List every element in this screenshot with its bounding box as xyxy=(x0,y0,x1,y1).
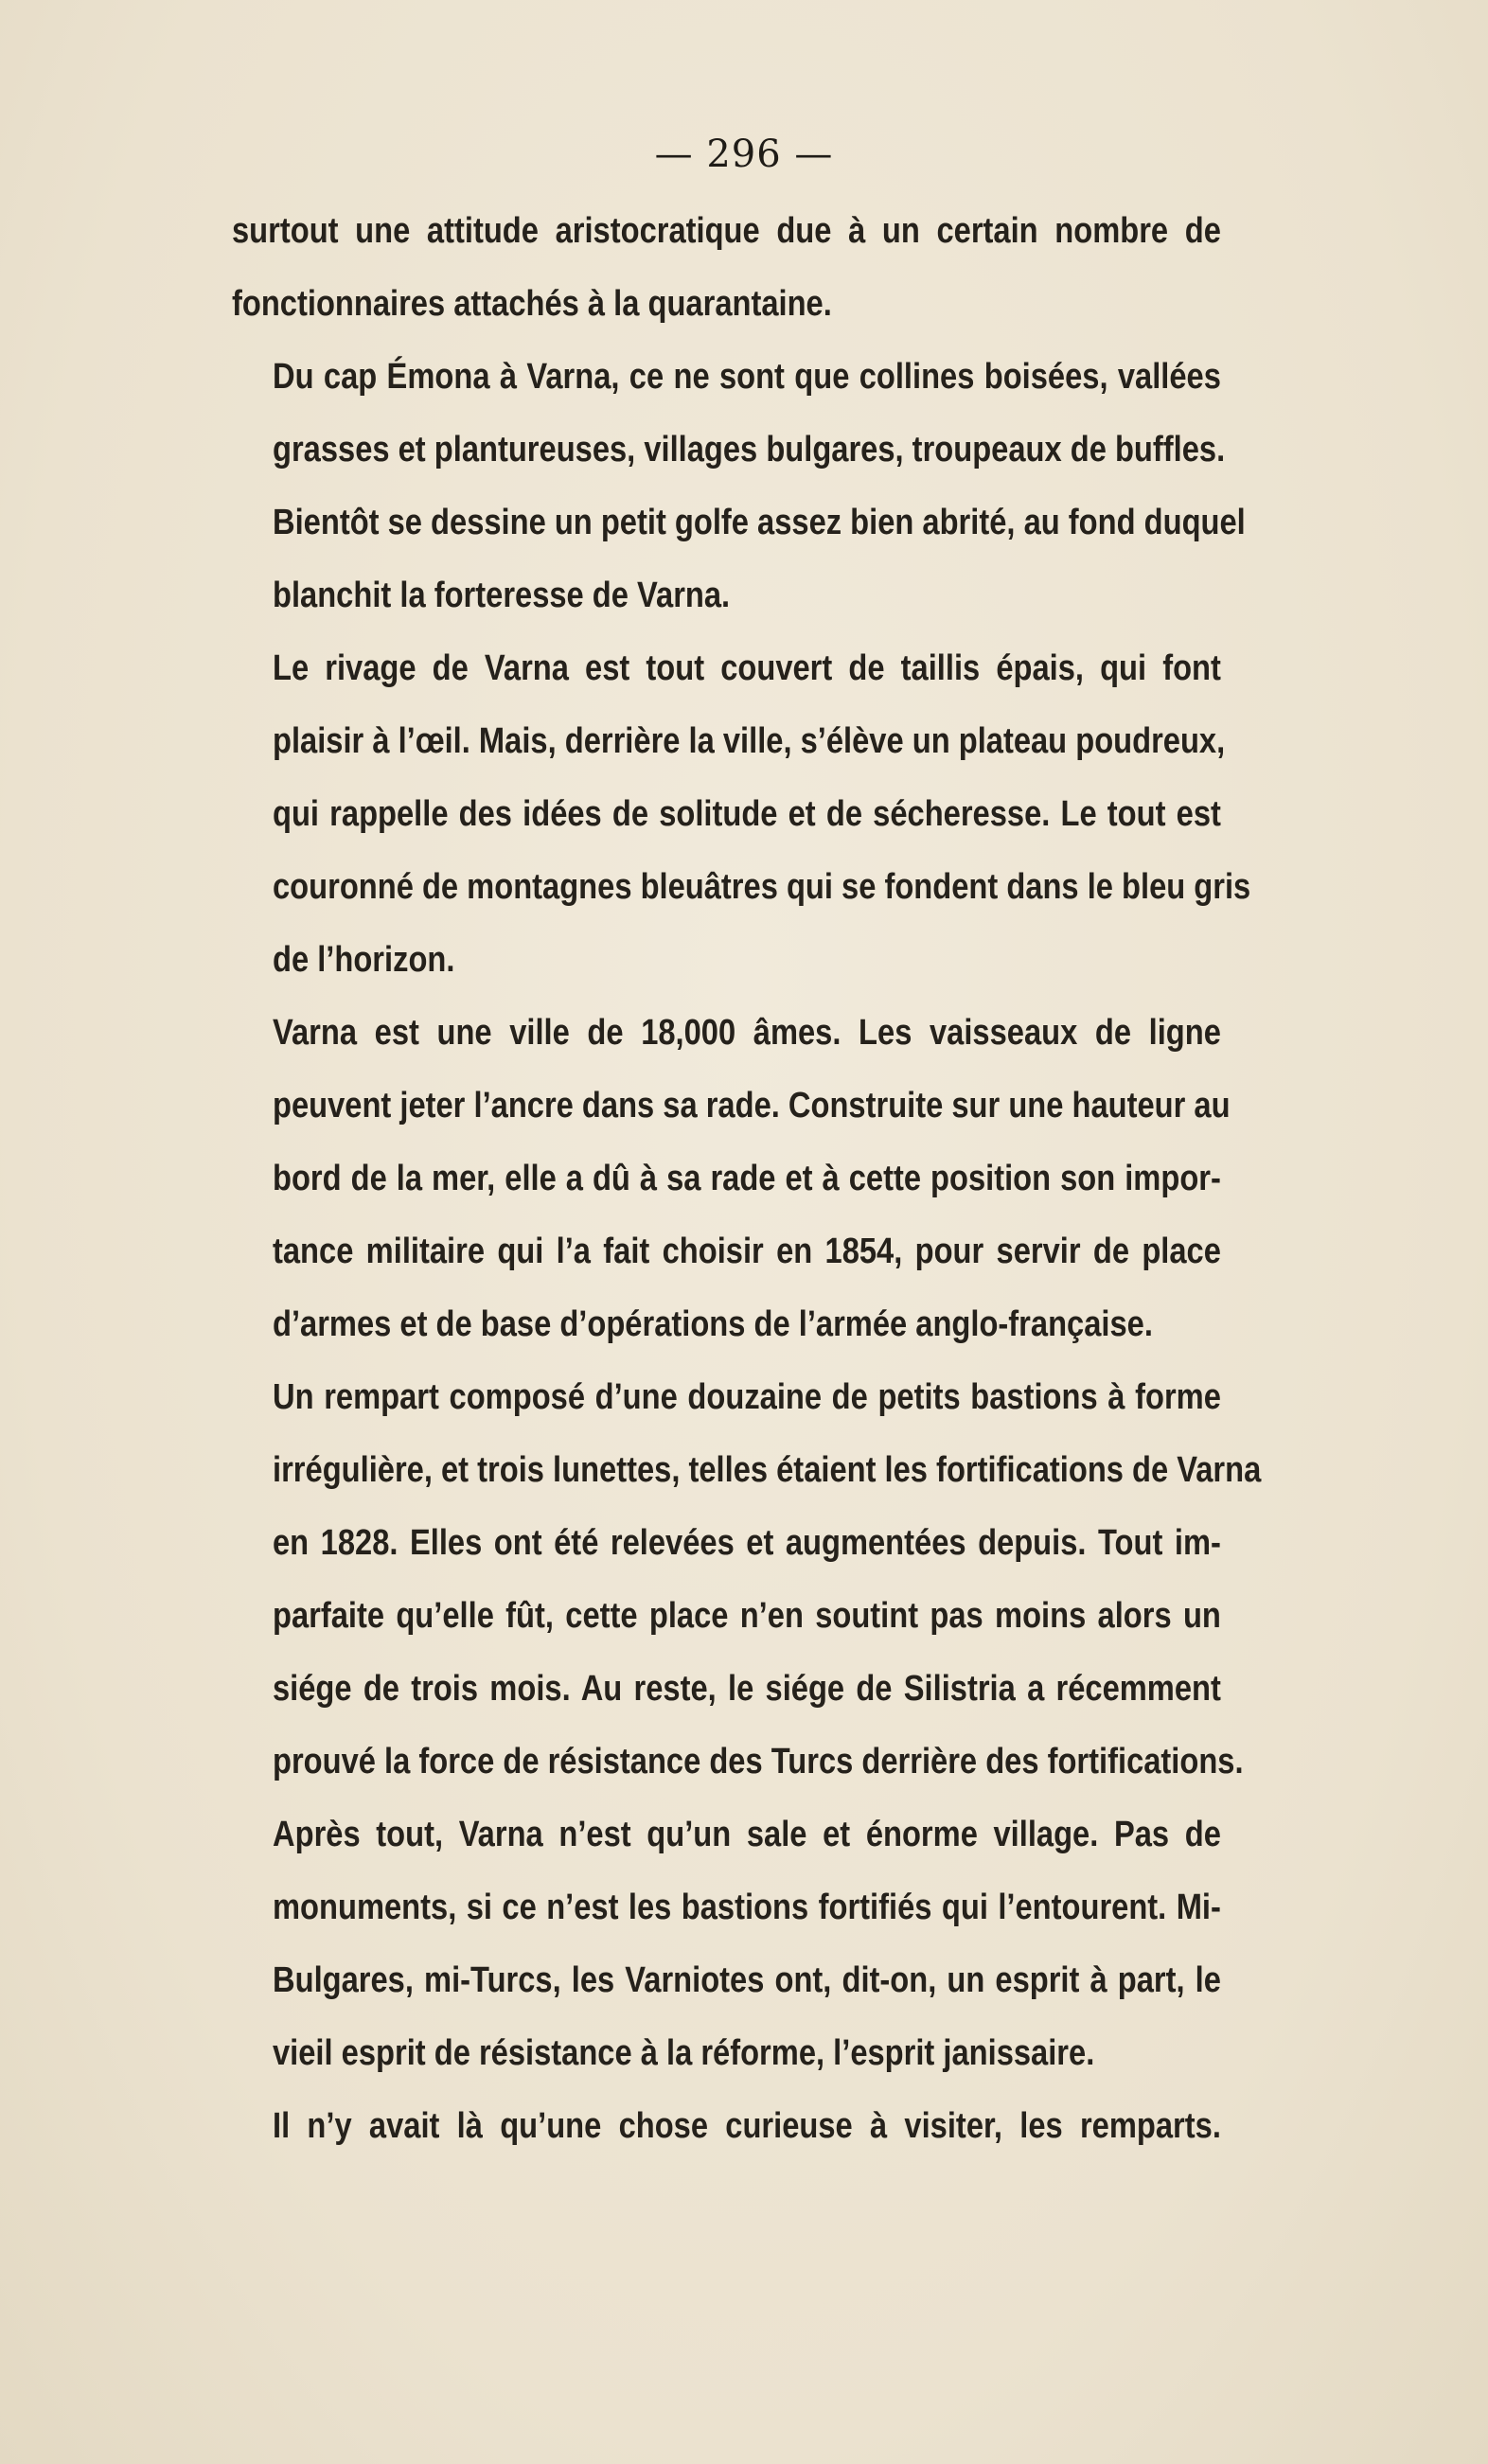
text-line: couronné de montagnes bleuâtres qui se fondent dans le bleu gris xyxy=(273,867,1251,907)
text-line: surtout une attitude aristocratique due à un certain nombre de xyxy=(232,211,1221,251)
text-line: qui rappelle des idées de solitude et de sécheresse. Le tout est xyxy=(273,794,1221,834)
text-line: Un rempart composé d’une douzaine de petits bastions à forme xyxy=(273,1377,1221,1417)
paragraph xyxy=(232,1799,1221,2090)
text-line: plaisir à l’œil. Mais, derrière la ville, s’élève un plateau poudreux, xyxy=(273,721,1226,761)
text-line: Le rivage de Varna est tout couvert de taillis épais, qui font xyxy=(273,648,1221,688)
text-line: Bientôt se dessine un petit golfe assez bien abrité, au fond duquel xyxy=(273,503,1246,542)
text-line: bord de la mer, elle a dû à sa rade et à cette position son impor- xyxy=(273,1159,1221,1198)
text-line: d’armes et de base d’opérations de l’armée anglo-française. xyxy=(273,1304,1153,1344)
text-line: Il n’y avait là qu’une chose curieuse à visiter, les remparts. xyxy=(273,2106,1221,2146)
text-line: fonctionnaires attachés à la quarantaine. xyxy=(232,284,832,324)
text-line: blanchit la forteresse de Varna. xyxy=(273,576,731,615)
text-line: vieil esprit de résistance à la réforme, l’esprit janissaire. xyxy=(273,2033,1095,2073)
paragraph xyxy=(232,632,1251,997)
paragraph xyxy=(232,997,1231,1361)
paragraph xyxy=(232,2090,1221,2163)
text-line: prouvé la force de résistance des Turcs derrière des fortifications. xyxy=(273,1742,1244,1782)
text-line: monuments, si ce n’est les bastions fortifiés qui l’entourent. Mi- xyxy=(273,1888,1221,1927)
text-line: parfaite qu’elle fût, cette place n’en soutint pas moins alors un xyxy=(273,1596,1221,1636)
text-line: Du cap Émona à Varna, ce ne sont que collines boisées, vallées xyxy=(273,357,1221,397)
text-line: en 1828. Elles ont été relevées et augmentées depuis. Tout im- xyxy=(273,1523,1221,1563)
text-line: tance militaire qui l’a fait choisir en 1854, pour servir de place xyxy=(273,1232,1221,1271)
text-line: Varna est une ville de 18,000 âmes. Les vaisseaux de ligne xyxy=(273,1013,1221,1053)
text-line: irrégulière, et trois lunettes, telles étaient les fortifications de Varna xyxy=(273,1450,1262,1490)
body-text xyxy=(232,195,1262,2163)
text-line: Bulgares, mi-Turcs, les Varniotes ont, dit-on, un esprit à part, le xyxy=(273,1960,1221,2000)
page-number: — 296 — xyxy=(654,133,834,176)
paragraph xyxy=(232,1361,1262,1799)
paragraph xyxy=(232,341,1246,632)
text-line: de l’horizon. xyxy=(273,940,455,980)
text-line: peuvent jeter l’ancre dans sa rade. Construite sur une hauteur au xyxy=(273,1086,1231,1126)
text-line: siége de trois mois. Au reste, le siége de Silistria a récemment xyxy=(273,1669,1221,1709)
text-line: grasses et plantureuses, villages bulgares, troupeaux de buffles. xyxy=(273,430,1226,470)
paragraph xyxy=(232,195,1221,341)
text-line: Après tout, Varna n’est qu’un sale et énorme village. Pas de xyxy=(273,1815,1221,1854)
